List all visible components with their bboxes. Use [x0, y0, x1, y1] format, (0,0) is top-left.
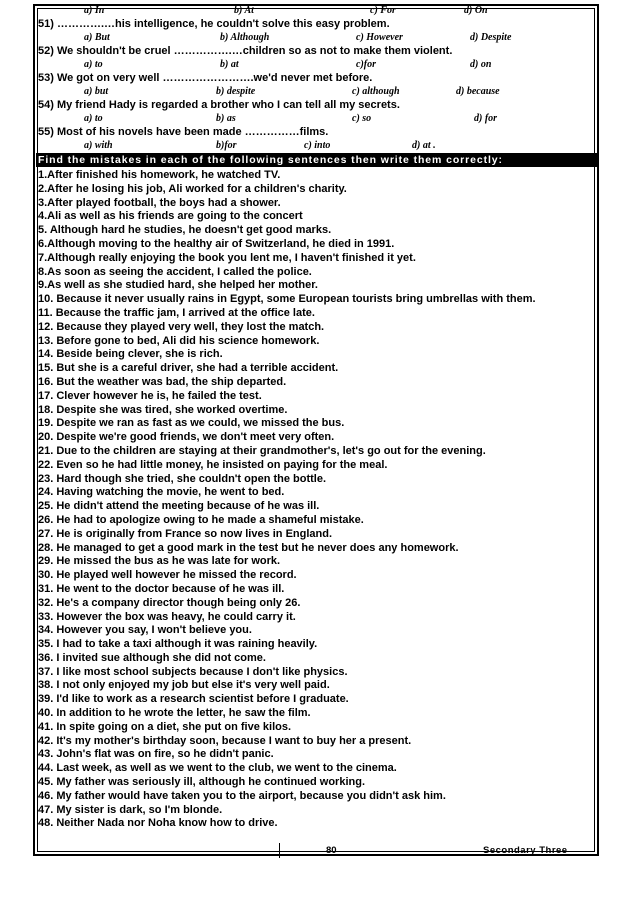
sentence-item: 31. He went to the doctor because of he was ill. [38, 582, 285, 595]
sentence-item: 37. I like most school subjects because I don't like physics. [38, 665, 348, 678]
page-number: 80 [326, 845, 337, 856]
sentence-item: 36. I invited sue although she did not come. [38, 651, 266, 664]
sentence-item: 28. He managed to get a good mark in the test but he never does any homework. [38, 541, 459, 554]
sentence-item: 47. My sister is dark, so I'm blonde. [38, 803, 223, 816]
sentence-item: 45. My father was seriously ill, although he continued working. [38, 776, 366, 789]
page-footer [33, 845, 599, 859]
sentence-item: 46. My father would have taken you to the airport, because you didn't ask him. [38, 789, 446, 802]
sentence-item: 19. Despite we ran as fast as we could, we missed the bus. [38, 417, 345, 430]
sentence-item: 26. He had to apologize owing to he made a shameful mistake. [38, 513, 364, 526]
option-b: b) as [216, 113, 236, 124]
option-b: b) At [234, 5, 254, 16]
option-b: b)for [216, 140, 237, 151]
sentence-item: 5. Although hard he studies, he doesn't get good marks. [38, 224, 332, 237]
sentence-item: 38. I not only enjoyed my job but else it's very well paid. [38, 679, 330, 692]
question-54: 54) My friend Hady is regarded a brother who I can tell all my secrets. [38, 99, 400, 111]
option-row [38, 85, 594, 98]
option-c: c) although [352, 86, 400, 97]
sentence-item: 20. Despite we're good friends, we don't meet very often. [38, 431, 335, 444]
sentence-item: 15. But she is a careful driver, she had a terrible accident. [38, 362, 339, 375]
option-a: a) But [84, 32, 110, 43]
option-a: a) to [84, 113, 103, 124]
option-d: d) at . [412, 140, 436, 151]
option-b: b) at [220, 59, 239, 70]
sentence-item: 10. Because it never usually rains in Egypt, some European tourists bring umbrellas with them. [38, 293, 536, 306]
sentence-item: 14. Beside being clever, she is rich. [38, 348, 223, 361]
sentence-item: 22. Even so he had little money, he insisted on paying for the meal. [38, 458, 388, 471]
sentence-item: 33. However the box was heavy, he could carry it. [38, 610, 296, 623]
sentence-item: 25. He didn't attend the meeting because of he was ill. [38, 500, 320, 513]
option-a: a) to [84, 59, 103, 70]
option-c: c) However [356, 32, 403, 43]
sentence-item: 1.After finished his homework, he watched TV. [38, 169, 281, 181]
sentence-item: 3.After played football, the boys had a shower. [38, 196, 281, 209]
sentence-item: 8.As soon as seeing the accident, I called the police. [38, 265, 312, 278]
footer-title: Secondary Three [483, 845, 568, 856]
sentence-item: 17. Clever however he is, he failed the test. [38, 389, 262, 402]
sentence-item: 42. It's my mother's birthday soon, because I want to buy her a present. [38, 734, 412, 747]
sentence-item: 34. However you say, I won't believe you. [38, 624, 252, 637]
option-b: b) Although [220, 32, 270, 43]
sentence-item: 44. Last week, as well as we went to the club, we went to the cinema. [38, 762, 397, 775]
option-d: d) On [464, 5, 488, 16]
question-52: 52) We shouldn't be cruel …………….…children so as not to make them violent. [38, 45, 453, 57]
option-c: c) into [304, 140, 331, 151]
option-d: d) on [470, 59, 492, 70]
sentence-item: 13. Before gone to bed, Ali did his science homework. [38, 334, 320, 347]
sentence-item: 7.Although really enjoying the book you lent me, I haven't finished it yet. [38, 251, 416, 264]
sentence-item: 23. Hard though she tried, she couldn't open the bottle. [38, 472, 327, 485]
sentence-item: 21. Due to the children are staying at their grandmother's, let's go out for the evening. [38, 444, 486, 457]
option-c: c)for [356, 59, 376, 70]
sentence-item: 2.After he losing his job, Ali worked for a children's charity. [38, 182, 347, 195]
sentence-item: 4.Ali as well as his friends are going to the concert [38, 210, 303, 223]
question-51: 51) ………….…his intelligence, he couldn't solve this easy problem. [38, 18, 390, 30]
worksheet-content [38, 4, 594, 831]
sentence-item: 24. Having watching the movie, he went to bed. [38, 486, 285, 499]
question-53: 53) We got on very well …………………….we'd never met before. [38, 72, 373, 84]
option-row [38, 112, 594, 125]
option-row [38, 31, 594, 44]
mcq-block [38, 17, 594, 152]
sentence-item: 43. John's flat was on fire, so he didn't panic. [38, 748, 274, 761]
option-a: a) but [84, 86, 109, 97]
option-c: c) so [352, 113, 372, 124]
question-55: 55) Most of his novels have been made ……………films. [38, 126, 329, 138]
option-row [38, 139, 594, 152]
sentence-item: 39. I'd like to work as a research scientist before I graduate. [38, 693, 349, 706]
sentence-item: 40. In addition to he wrote the letter, he saw the film. [38, 707, 311, 720]
sentence-item: 29. He missed the bus as he was late for work. [38, 555, 281, 568]
option-row-top [38, 4, 594, 17]
sentence-item: 48. Neither Nada nor Noha know how to drive. [38, 817, 278, 830]
section-heading: Find the mistakes in each of the following sentences then write them correctly: [36, 153, 598, 167]
option-d: d) for [474, 113, 498, 124]
option-row [38, 58, 594, 71]
sentence-item: 6.Although moving to the healthy air of Switzerland, he died in 1991. [38, 237, 395, 250]
sentence-item: 18. Despite she was tired, she worked overtime. [38, 403, 288, 416]
sentence-item: 41. In spite going on a diet, she put on five kilos. [38, 720, 292, 733]
option-a: a) In [84, 5, 105, 16]
sentence-item: 11. Because the traffic jam, I arrived at the office late. [38, 306, 315, 319]
sentence-item: 9.As well as she studied hard, she helped her mother. [38, 279, 318, 292]
sentence-item: 35. I had to take a taxi although it was raining heavily. [38, 638, 318, 651]
option-a: a) with [84, 140, 113, 151]
option-c: c) For [370, 5, 396, 16]
sentence-item: 16. But the weather was bad, the ship departed. [38, 375, 287, 388]
sentence-item: 32. He's a company director though being only 26. [38, 596, 301, 609]
option-d: d) Despite [470, 32, 512, 43]
option-b: b) despite [216, 86, 256, 97]
sentence-list [38, 169, 594, 831]
sentence-item: 30. He played well however he missed the record. [38, 569, 297, 582]
sentence-item: 27. He is originally from France so now lives in England. [38, 527, 333, 540]
option-d: d) because [456, 86, 500, 97]
sentence-item: 12. Because they played very well, they lost the match. [38, 320, 325, 333]
